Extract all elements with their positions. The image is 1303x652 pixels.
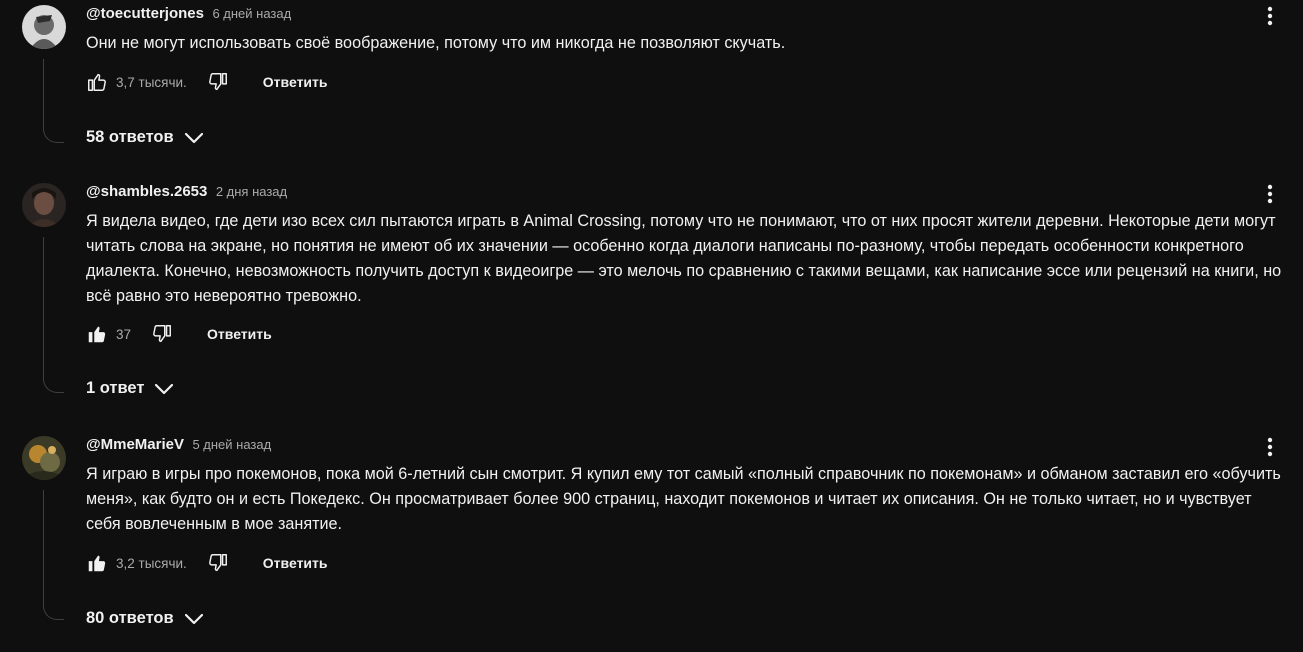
- author-name[interactable]: @shambles.2653: [86, 183, 208, 200]
- comment-text: Они не могут использовать своё воображение, потому что им никогда не позволяют скучать.: [86, 34, 786, 52]
- comment-time[interactable]: 5 дней назад: [192, 437, 272, 452]
- replies-count: 58 ответов: [86, 128, 174, 146]
- author-name[interactable]: @MmeMarieV: [86, 436, 184, 453]
- replies-toggle[interactable]: [86, 128, 204, 147]
- thumb-down-icon[interactable]: [207, 552, 229, 574]
- chevron-down-icon: [184, 612, 204, 626]
- more-vertical-icon[interactable]: [1260, 436, 1280, 462]
- replies-count: 1 ответ: [86, 379, 145, 397]
- comment-text: Я видела видео, где дети изо всех сил пытаются играть в Animal Crossing, потому что не понимают, что от них просят жители деревни. Некоторые дети могут читать слова на экране, но понятия не имеют об их значении — особенно когда диалоги написаны по-разному, чтобы передать особенности конкретного диалекта. Конечно, невозможность получить доступ к видеоигре — это мелочь по сравнению с такими вещами, как написание эссе или рецензий на книги, но всё равно это невероятно тревожно.: [86, 212, 1282, 305]
- comment: [0, 5, 1303, 155]
- replies-toggle[interactable]: [86, 379, 174, 398]
- comment-time[interactable]: 2 дня назад: [215, 184, 288, 199]
- more-vertical-icon[interactable]: [1260, 183, 1280, 209]
- comment-actions: [86, 72, 328, 92]
- like-count: 3,2 тысячи.: [116, 555, 187, 571]
- like-count: 37: [116, 326, 132, 342]
- replies-toggle[interactable]: [86, 609, 204, 628]
- thread-line: [43, 237, 64, 393]
- thumb-up-icon[interactable]: [86, 552, 108, 574]
- avatar[interactable]: [22, 5, 66, 49]
- reply-button[interactable]: Ответить: [262, 555, 328, 571]
- thumb-down-icon[interactable]: [207, 71, 229, 93]
- thread-line: [43, 59, 64, 143]
- comment-header: [86, 5, 291, 23]
- like-count: 3,7 тысячи.: [116, 74, 187, 90]
- avatar[interactable]: [22, 183, 66, 227]
- chevron-down-icon: [184, 131, 204, 145]
- more-vertical-icon[interactable]: [1260, 5, 1280, 31]
- chevron-down-icon: [154, 382, 174, 396]
- comment: [0, 183, 1303, 408]
- comment-text: Я играю в игры про покемонов, пока мой 6-летний сын смотрит. Я купил ему тот самый «полный справочник по покемонам» и обманом заставил его «обучить меня», как будто он и есть Покедекс. Он просматривает более 900 страниц, находит покемонов и читает их описания. Он не только читает, но и чувствует себя вовлеченным в мое занятие.: [86, 465, 1281, 533]
- thumb-up-icon[interactable]: [86, 71, 108, 93]
- comment: [0, 436, 1303, 646]
- thread-line: [43, 490, 64, 620]
- comment-actions: [86, 553, 328, 573]
- reply-button[interactable]: Ответить: [262, 74, 328, 90]
- comment-actions: [86, 324, 272, 344]
- comment-header: [86, 436, 271, 454]
- reply-button[interactable]: Ответить: [207, 326, 272, 342]
- comment-header: [86, 183, 287, 201]
- thumb-up-icon[interactable]: [86, 323, 108, 345]
- thumb-down-icon[interactable]: [151, 323, 173, 345]
- comment-time[interactable]: 6 дней назад: [212, 6, 292, 21]
- author-name[interactable]: @toecutterjones: [86, 5, 204, 22]
- replies-count: 80 ответов: [86, 609, 174, 627]
- avatar[interactable]: [22, 436, 66, 480]
